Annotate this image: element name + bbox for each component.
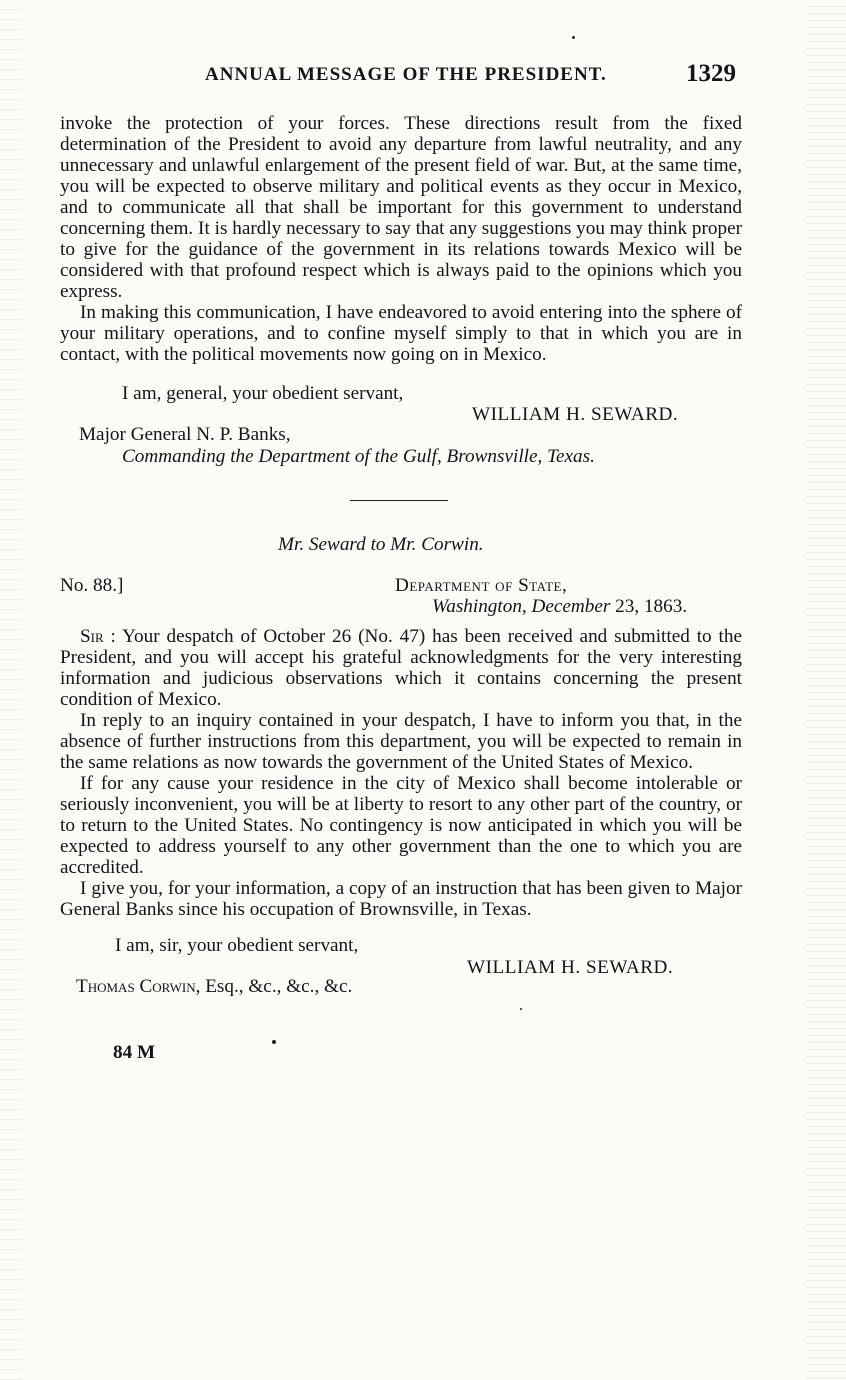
letter2-heading: Mr. Seward to Mr. Corwin. <box>278 534 484 555</box>
letter1-addressee-title: Commanding the Department of the Gulf, Brownsville, Texas. <box>122 446 595 467</box>
letter1-addressee: Major General N. P. Banks, <box>79 424 291 445</box>
ink-speck <box>272 1040 276 1044</box>
running-header: ANNUAL MESSAGE OF THE PRESIDENT. <box>205 64 607 85</box>
despatch-number: No. 88.] <box>60 575 124 596</box>
dateline-rest: 23, 1863. <box>615 596 688 617</box>
letter2-addressee <box>76 976 352 998</box>
department-name: Department of State, <box>395 575 568 596</box>
dateline-place: Washington, <box>432 596 527 617</box>
addressee-name: Thomas Corwin, <box>76 976 201 997</box>
page-edge-right <box>806 0 846 1380</box>
letter2-signature: WILLIAM H. SEWARD. <box>467 957 674 978</box>
ink-speck <box>520 1008 522 1010</box>
letter1-body <box>60 113 742 365</box>
page-number: 1329 <box>686 60 736 87</box>
letter1-paragraph: In making this communication, I have endeavored to avoid entering into the sphere of your military operations, and to confine myself simply to that in which you are in contact, with the political movements now going on in Mexico. <box>60 302 742 365</box>
dateline-month: December <box>531 596 611 617</box>
salutation: Sir : <box>80 626 116 647</box>
letter2-paragraph <box>60 626 742 710</box>
letter2-dateline <box>432 596 687 618</box>
printer-signature-mark: 84 M <box>113 1042 156 1063</box>
letter1-closing: I am, general, your obedient servant, <box>122 383 404 404</box>
letter2-paragraph: I give you, for your information, a copy of an instruction that has been given to Major General Banks since his occupation of Brownsville, in Texas. <box>60 878 742 920</box>
ink-speck <box>572 36 575 39</box>
letter1-paragraph: invoke the protection of your forces. These directions result from the fixed determination of the President to avoid any departure from lawful neutrality, and any unnecessary and unlawful enlargement of the present field of war. But, at the same time, you will be expected to observe military and political events as they occur in Mexico, and to communicate all that shall be important for this government to understand concerning them. It is hardly necessary to say that any suggestions you may think proper to give for the guidance of the government in its relations towards Mexico will be considered with that profound respect which is always paid to the opinions which you express. <box>60 113 742 302</box>
letter1-signature: WILLIAM H. SEWARD. <box>472 404 679 425</box>
letter2-paragraph-text: Your despatch of October 26 (No. 47) has been received and submitted to the President, and you will accept his grateful acknowledgments for the very interesting information and judicious observations which it contains concerning the present condition of Mexico. <box>60 626 742 710</box>
section-divider <box>350 500 448 501</box>
letter2-paragraph: If for any cause your residence in the city of Mexico shall become intolerable or seriously inconvenient, you will be at liberty to resort to any other part of the country, or to return to the United States. No contingency is now anticipated in which you will be expected to address yourself to any other government than the one to which you are accredited. <box>60 773 742 878</box>
letter2-paragraph: In reply to an inquiry contained in your despatch, I have to inform you that, in the absence of further instructions from this department, you will be expected to remain in the same relations as now towards the government of the United States of Mexico. <box>60 710 742 773</box>
letter2-closing: I am, sir, your obedient servant, <box>115 935 359 956</box>
page-edge-left <box>0 0 22 1380</box>
addressee-suffix: Esq., &c., &c., &c. <box>205 976 353 997</box>
letter2-body <box>60 626 742 920</box>
